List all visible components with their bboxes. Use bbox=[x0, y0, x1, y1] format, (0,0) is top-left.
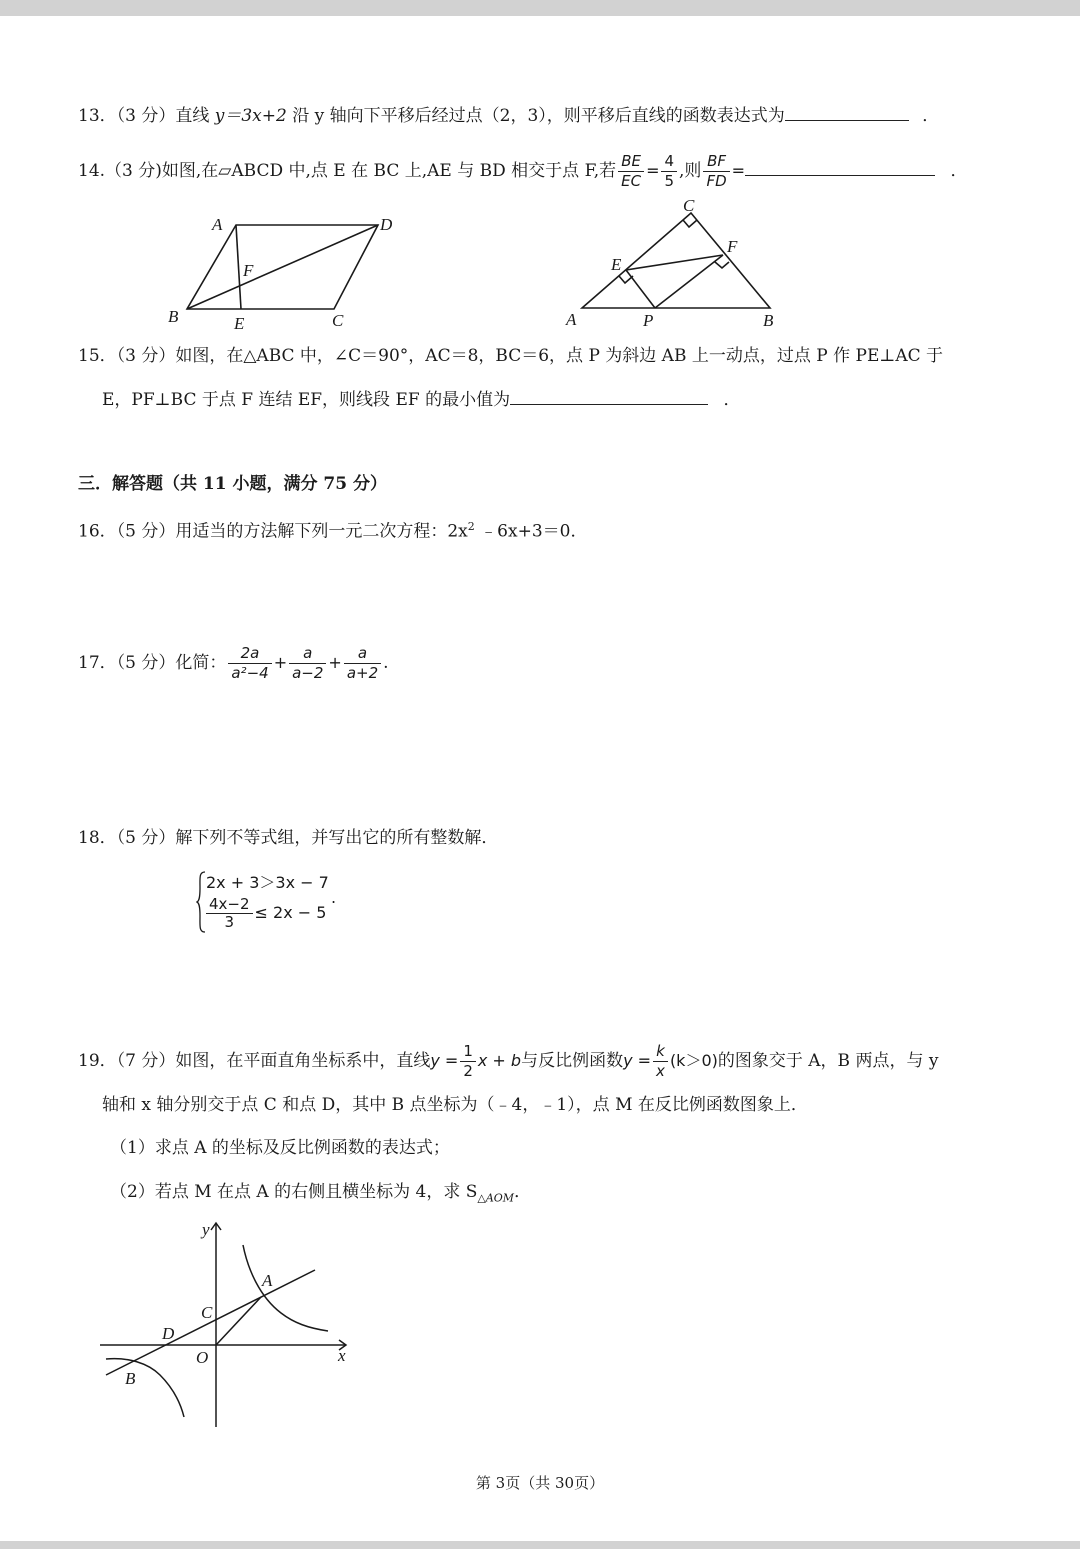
q19-f1-num: 1 bbox=[460, 1042, 476, 1062]
section-heading: 三．解答题（共 11 小题，满分 75 分） bbox=[78, 474, 387, 494]
label-x: x bbox=[338, 1346, 346, 1365]
q17-f2-num: a bbox=[289, 644, 326, 664]
q16-text: 16．（5 分）用适当的方法解下列一元二次方程：2x bbox=[78, 521, 468, 542]
q13-answer-blank[interactable] bbox=[785, 119, 909, 121]
bottom-border bbox=[0, 1541, 1080, 1549]
q19-eq1a: y = bbox=[430, 1051, 459, 1070]
question-16 bbox=[78, 515, 587, 544]
q17-f3-num: a bbox=[344, 644, 381, 664]
q14-end: ． bbox=[950, 161, 968, 181]
page-footer: 第 3页（共 30页） bbox=[475, 1474, 605, 1492]
q17-f2-den: a−2 bbox=[292, 664, 324, 682]
q13-number: 13．（3 分）直线 bbox=[78, 106, 215, 126]
q17-plus1: + bbox=[273, 653, 288, 672]
label-y: y bbox=[202, 1220, 210, 1239]
q17-text: 17．（5 分）化简： bbox=[78, 653, 227, 673]
q13-equation: y＝3x+2 bbox=[214, 106, 287, 126]
segment-ae bbox=[236, 225, 241, 309]
q19-f1-den: 2 bbox=[463, 1062, 473, 1080]
q17-f1-num: 2a bbox=[228, 644, 271, 664]
q16-rest: ﹣6x+3＝0． bbox=[474, 521, 588, 542]
label-e: E bbox=[234, 314, 245, 333]
label-e: E bbox=[611, 255, 622, 274]
q19-f2-num: k bbox=[653, 1042, 668, 1062]
q17-f3-den: a+2 bbox=[346, 664, 379, 682]
q14-f3-den: FD bbox=[706, 172, 727, 190]
segment-pe bbox=[626, 270, 655, 308]
ineq-end: . bbox=[331, 888, 337, 907]
label-d: D bbox=[162, 1324, 175, 1343]
q19-text1: 19．（7 分）如图，在平面直角坐标系中，直线 bbox=[78, 1051, 431, 1071]
question-19-part2 bbox=[110, 1180, 531, 1210]
q16-sup: 2 bbox=[467, 520, 475, 533]
q17-f1-den: a²−4 bbox=[231, 664, 269, 682]
line-ab bbox=[106, 1270, 315, 1375]
segment-oa bbox=[216, 1297, 261, 1345]
right-angle-f bbox=[715, 262, 729, 268]
label-p: P bbox=[643, 311, 654, 330]
ineq2-fraction bbox=[206, 896, 253, 931]
q19-frac-kx bbox=[653, 1042, 668, 1081]
q13-text: 沿 y 轴向下平移后经过点（2，3），则平移后直线的函数表达式为 bbox=[286, 106, 785, 126]
figure-right-triangle bbox=[560, 195, 790, 335]
q14-f1-num: BE bbox=[618, 152, 644, 172]
q19-text2: 与反比例函数 bbox=[521, 1051, 624, 1071]
label-d: D bbox=[380, 215, 393, 234]
q14-f3-num: BF bbox=[703, 152, 729, 172]
q17-frac3 bbox=[344, 644, 381, 683]
q14-text: 14.（3 分)如图,在▱ABCD 中,点 E 在 BC 上,AE 与 BD 相交于点 F,若 bbox=[78, 161, 617, 181]
question-13 bbox=[78, 104, 939, 128]
label-c: C bbox=[683, 196, 695, 215]
q17-frac2 bbox=[289, 644, 326, 683]
figure-coordinate-plane bbox=[98, 1215, 358, 1430]
q17-end: . bbox=[383, 653, 389, 673]
segment-pf bbox=[655, 255, 723, 308]
q19-sub2-end: ． bbox=[514, 1182, 532, 1202]
label-b: B bbox=[125, 1369, 136, 1388]
label-a: A bbox=[566, 310, 577, 329]
right-angle-c bbox=[683, 220, 697, 227]
top-border bbox=[0, 0, 1080, 16]
label-b: B bbox=[168, 307, 179, 326]
label-c: C bbox=[332, 311, 344, 330]
label-a: A bbox=[212, 215, 223, 234]
q14-fraction-bf-fd bbox=[703, 152, 729, 191]
q14-f2-den: 5 bbox=[664, 172, 675, 190]
q17-frac1 bbox=[228, 644, 271, 683]
q19-text3: 的图象交于 A，B 两点，与 y bbox=[717, 1051, 939, 1071]
q19-f2-den: x bbox=[656, 1062, 665, 1080]
q19-eq1b: x + b bbox=[477, 1051, 522, 1070]
q13-end: ． bbox=[922, 106, 940, 126]
q19-eq2a: y = bbox=[623, 1051, 652, 1070]
ineq2-num: 4x−2 bbox=[206, 896, 253, 914]
q14-f1-den: EC bbox=[621, 172, 642, 190]
q19-sub2-text: （2）若点 M 在点 A 的右侧且横坐标为 4，求 S bbox=[110, 1182, 478, 1202]
label-f: F bbox=[243, 261, 254, 280]
question-19 bbox=[78, 1042, 938, 1081]
q15-end: ． bbox=[723, 390, 741, 410]
right-angle-e bbox=[619, 276, 633, 283]
q14-eq2: = bbox=[731, 161, 746, 180]
ineq2-den: 3 bbox=[224, 913, 235, 931]
question-19-line2: 轴和 x 轴分别交于点 C 和点 D，其中 B 点坐标为（﹣4，﹣1），点 M 在反比例函数图象上． bbox=[102, 1095, 808, 1115]
question-15-line1: 15．（3 分）如图，在△ABC 中，∠C＝90°，AC＝8，BC＝6，点 P 为斜边 AB 上一动点，过点 P 作 PE⊥AC 于 bbox=[78, 346, 944, 366]
q15-text: E，PF⊥BC 于点 F 连结 EF，则线段 EF 的最小值为 bbox=[102, 390, 511, 410]
q19-eq2b: (k＞0) bbox=[669, 1051, 718, 1070]
label-o: O bbox=[196, 1348, 209, 1367]
q14-answer-blank[interactable] bbox=[745, 174, 935, 176]
inequality-1: 2x + 3＞3x − 7 bbox=[206, 873, 329, 892]
question-17 bbox=[78, 644, 389, 683]
label-c: C bbox=[201, 1303, 213, 1322]
inequality-2 bbox=[204, 896, 326, 931]
q14-eq1: = bbox=[646, 161, 660, 180]
ineq2-right: ≤ 2x − 5 bbox=[254, 903, 327, 922]
hyperbola-branch-2 bbox=[106, 1359, 184, 1417]
q14-fraction-be-ec bbox=[618, 152, 644, 191]
question-14 bbox=[78, 152, 967, 191]
q19-sub2-sub: △AOM bbox=[477, 1191, 515, 1205]
figure-parallelogram bbox=[160, 205, 410, 335]
q14-mid: ,则 bbox=[679, 161, 702, 181]
q14-f2-num: 4 bbox=[661, 152, 677, 172]
question-19-part1: （1）求点 A 的坐标及反比例函数的表达式； bbox=[110, 1138, 450, 1158]
question-15-line2 bbox=[102, 388, 740, 412]
label-a: A bbox=[262, 1271, 273, 1290]
hyperbola-branch-1 bbox=[243, 1245, 328, 1331]
diagonal-bd bbox=[187, 225, 378, 309]
question-18: 18．（5 分）解下列不等式组，并写出它的所有整数解． bbox=[78, 828, 499, 848]
q14-fraction-4-5 bbox=[661, 152, 677, 191]
q17-plus2: + bbox=[328, 653, 342, 672]
q15-answer-blank[interactable] bbox=[510, 403, 708, 405]
label-b: B bbox=[763, 311, 774, 330]
label-f: F bbox=[727, 237, 738, 256]
q19-frac-half bbox=[460, 1042, 476, 1081]
